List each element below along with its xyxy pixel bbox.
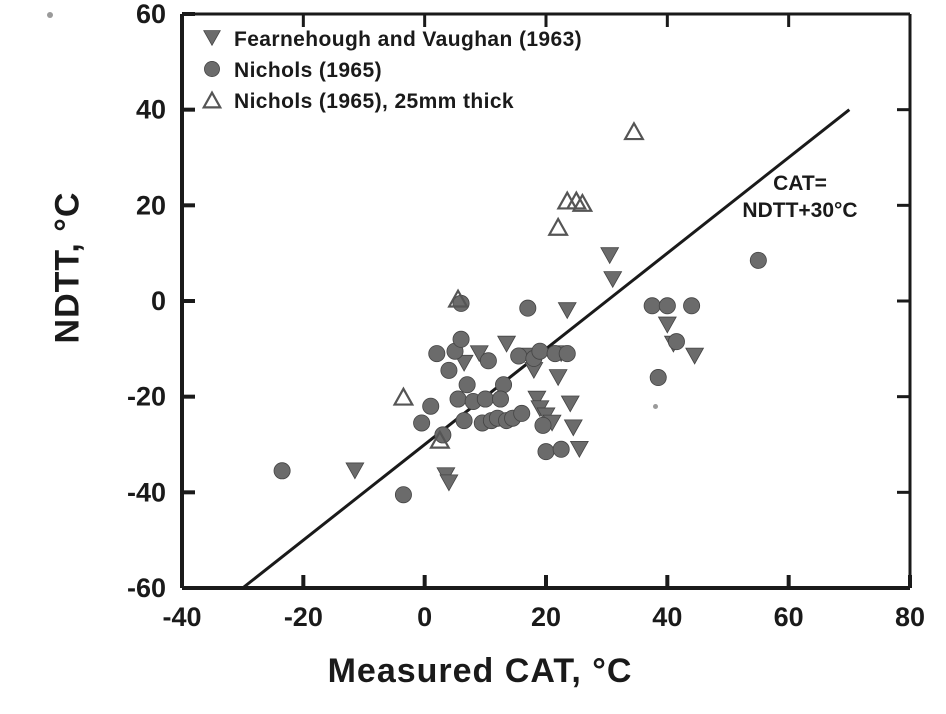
svg-text:Nichols (1965), 25mm thick: Nichols (1965), 25mm thick	[234, 90, 515, 113]
svg-text:-20: -20	[126, 381, 166, 412]
artifact-speck	[47, 12, 53, 18]
artifact-speck	[653, 404, 658, 409]
svg-text:NDTT+30°C: NDTT+30°C	[742, 199, 858, 222]
x-axis-title: Measured CAT, °C	[327, 652, 633, 690]
svg-text:Nichols (1965): Nichols (1965)	[234, 59, 382, 82]
svg-text:60: 60	[135, 0, 166, 29]
svg-text:Fearnehough and Vaughan (1963): Fearnehough and Vaughan (1963)	[234, 28, 583, 51]
data-points	[274, 123, 766, 503]
y-axis-title: NDTT, °C	[48, 191, 87, 344]
svg-text:40: 40	[135, 94, 166, 125]
chart-legend	[204, 28, 582, 113]
svg-text:-40: -40	[162, 602, 202, 632]
svg-text:0: 0	[150, 286, 166, 316]
svg-text:-20: -20	[283, 602, 323, 632]
svg-text:-60: -60	[126, 573, 166, 603]
svg-text:20: 20	[135, 190, 166, 221]
svg-text:CAT=: CAT=	[773, 172, 827, 195]
series-triangle-down	[346, 248, 703, 491]
svg-text:40: 40	[652, 602, 683, 632]
svg-text:0: 0	[417, 602, 433, 632]
svg-text:60: 60	[773, 602, 804, 632]
svg-text:80: 80	[894, 602, 926, 632]
svg-text:-40: -40	[126, 477, 166, 508]
svg-text:20: 20	[530, 602, 562, 632]
